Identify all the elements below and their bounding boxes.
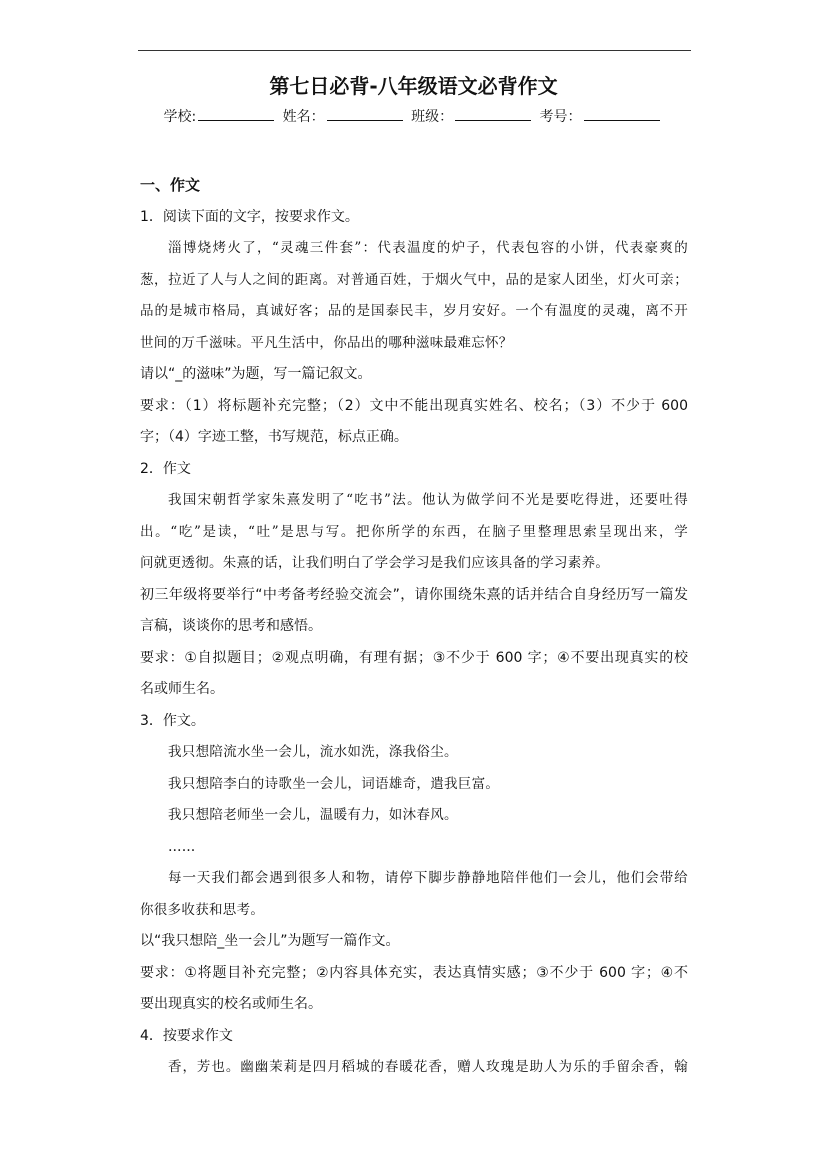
school-label: 学校: <box>163 109 197 125</box>
page-title: 第七日必背-八年级语文必背作文 <box>269 74 558 98</box>
exam-number-label: 考号： <box>539 109 582 125</box>
q2-prompt: 初三年级将要举行“中考备考经验交流会”，请你围绕朱熹的话并结合自身经历写一篇发 <box>140 586 688 603</box>
q3-passage-line: 你很多收获和思考。 <box>140 901 265 918</box>
name-blank[interactable] <box>327 106 403 121</box>
q3-prompt: 以“我只想陪_坐一会儿”为题写一篇作文。 <box>140 933 400 949</box>
q2-passage-line: 问就更透彻。朱熹的话，让我们明白了学会学习是我们应该具备的学习素养。 <box>140 555 610 571</box>
q3-poem-line: 我只想陪李白的诗歌坐一会儿，词语雄奇，遣我巨富。 <box>168 775 500 792</box>
q4-passage-line: 香，芳也。幽幽茉莉是四月稻城的春暖花香，赠人玫瑰是助人为乐的手留余香，翰 <box>168 1059 688 1075</box>
class-label: 班级： <box>411 109 454 125</box>
q2-requirement: 名或师生名。 <box>140 681 224 697</box>
q2-requirement: 要求：①自拟题目；②观点明确，有理有据；③不少于 600 字；④不要出现真实的校 <box>140 649 688 666</box>
document-body <box>140 170 688 1084</box>
q3-poem-line: 我只想陪老师坐一会儿，温暖有力，如沐春风。 <box>168 807 458 823</box>
q2-passage-line: 出。“吃”是读，“吐”是思与写。把你所学的东西，在脑子里整理思索呈现出来，学 <box>140 523 688 540</box>
header-rule <box>138 50 691 51</box>
q2-prompt: 言稿，谈谈你的思考和感悟。 <box>140 618 322 634</box>
exam-number-blank[interactable] <box>584 106 660 121</box>
q3-poem-line: 我只想陪流水坐一会儿，流水如洗，涤我俗尘。 <box>168 744 458 760</box>
q1-passage-line: 世间的万千滋味。平凡生活中，你品出的哪种滋味最难忘怀？ <box>140 334 513 351</box>
q2-label: 2．作文 <box>140 460 191 477</box>
q3-requirement: 要求：①将题目补充完整；②内容具体充实，表达真情实感；③不少于 600 字；④不 <box>140 964 688 981</box>
q3-requirement: 要出现真实的校名或师生名。 <box>140 996 322 1012</box>
class-blank[interactable] <box>455 106 531 121</box>
q1-passage-line: 品的是城市格局，真诚好客；品的是国泰民丰，岁月安好。一个有温度的灵魂，离不开 <box>140 303 688 319</box>
q1-passage-line: 葱，拉近了人与人之间的距离。对普通百姓，于烟火气中，品的是家人团坐，灯火可亲； <box>140 271 688 288</box>
q3-passage-line: 每一天我们都会遇到很多人和物，请停下脚步静静地陪伴他们一会儿，他们会带给 <box>168 870 688 886</box>
name-label: 姓名： <box>282 109 325 125</box>
q1-requirement: 要求：（1）将标题补充完整；（2）文中不能出现真实姓名、校名；（3）不少于 600 <box>140 397 688 414</box>
q2-passage-line: 我国宋朝哲学家朱熹发明了“吃书”法。他认为做学问不光是要吃得进，还要吐得 <box>168 492 688 508</box>
q1-requirement: 字；（4）字迹工整，书写规范，标点正确。 <box>140 429 408 445</box>
q3-poem-ellipsis: …… <box>168 838 196 855</box>
section-heading: 一、作文 <box>140 176 201 194</box>
q1-label: 1．阅读下面的文字，按要求作文。 <box>140 208 359 225</box>
q1-passage-line: 淄博烧烤火了，“灵魂三件套”：代表温度的炉子，代表包容的小饼，代表豪爽的 <box>168 240 688 256</box>
student-info-row <box>0 106 827 126</box>
q4-label: 4．按要求作文 <box>140 1027 233 1044</box>
q3-label: 3．作文。 <box>140 712 205 729</box>
q1-prompt: 请以“_的滋味”为题，写一篇记叙文。 <box>140 366 372 382</box>
school-blank[interactable] <box>198 106 274 121</box>
